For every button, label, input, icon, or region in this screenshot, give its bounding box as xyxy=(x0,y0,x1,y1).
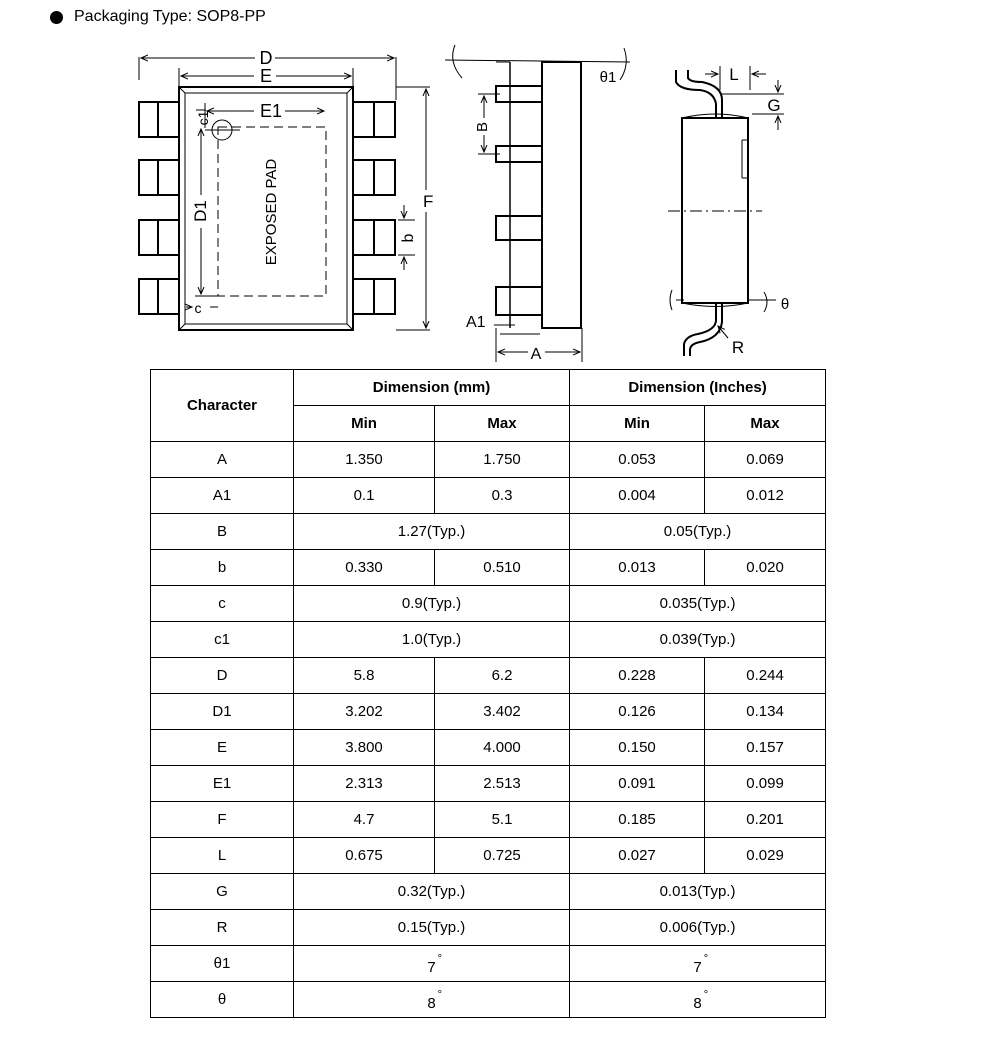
label-B: B xyxy=(474,121,491,133)
table-row xyxy=(151,442,826,478)
in-max: 0.099 xyxy=(705,766,826,802)
label-theta: θ xyxy=(780,296,790,313)
degree-symbol: ° xyxy=(703,989,709,1001)
label-E1: E1 xyxy=(259,101,283,121)
table-row xyxy=(151,730,826,766)
mm-typ: 0.9(Typ.) xyxy=(294,586,570,622)
in-max: 0.029 xyxy=(705,838,826,874)
row-character: θ xyxy=(151,982,294,1018)
row-character: L xyxy=(151,838,294,874)
row-character: b xyxy=(151,550,294,586)
row-character: c1 xyxy=(151,622,294,658)
in-min: 0.053 xyxy=(570,442,705,478)
mm-max: 0.725 xyxy=(435,838,570,874)
mm-min: 5.8 xyxy=(294,658,435,694)
in-min: 0.150 xyxy=(570,730,705,766)
package-drawing xyxy=(0,0,991,365)
angle-value: 8 xyxy=(693,995,702,1012)
in-min: 0.004 xyxy=(570,478,705,514)
mm-typ xyxy=(294,982,570,1018)
row-character: E1 xyxy=(151,766,294,802)
table-row xyxy=(151,586,826,622)
in-typ: 0.035(Typ.) xyxy=(570,586,826,622)
in-typ: 0.039(Typ.) xyxy=(570,622,826,658)
mm-min: 0.1 xyxy=(294,478,435,514)
label-b: b xyxy=(400,233,417,243)
label-A1: A1 xyxy=(466,314,486,331)
angle-value: 7 xyxy=(693,959,702,976)
mm-min: 3.202 xyxy=(294,694,435,730)
table-row xyxy=(151,478,826,514)
in-min: 0.185 xyxy=(570,802,705,838)
row-character: R xyxy=(151,910,294,946)
label-c1: c1 xyxy=(195,110,211,126)
in-min: 0.013 xyxy=(570,550,705,586)
label-exposed-pad: EXPOSED PAD xyxy=(263,158,280,266)
in-typ xyxy=(570,982,826,1018)
table-row xyxy=(151,874,826,910)
degree-symbol: ° xyxy=(703,953,709,965)
row-character: E xyxy=(151,730,294,766)
table-row xyxy=(151,766,826,802)
in-max: 0.244 xyxy=(705,658,826,694)
label-F: F xyxy=(423,192,434,211)
row-character: G xyxy=(151,874,294,910)
angle-value: 7 xyxy=(427,959,436,976)
mm-max: 6.2 xyxy=(435,658,570,694)
header-dimension-inches: Dimension (Inches) xyxy=(570,370,826,406)
mm-max: 2.513 xyxy=(435,766,570,802)
degree-symbol: ° xyxy=(437,989,443,1001)
mm-min: 3.800 xyxy=(294,730,435,766)
mm-min: 0.675 xyxy=(294,838,435,874)
degree-symbol: ° xyxy=(437,953,443,965)
in-min: 0.091 xyxy=(570,766,705,802)
mm-min: 4.7 xyxy=(294,802,435,838)
in-max: 0.134 xyxy=(705,694,826,730)
label-E: E xyxy=(259,66,273,86)
row-character: c xyxy=(151,586,294,622)
mm-max: 1.750 xyxy=(435,442,570,478)
in-max: 0.069 xyxy=(705,442,826,478)
table-row xyxy=(151,910,826,946)
in-max: 0.020 xyxy=(705,550,826,586)
row-character: F xyxy=(151,802,294,838)
table-row xyxy=(151,658,826,694)
in-min: 0.027 xyxy=(570,838,705,874)
table-row xyxy=(151,802,826,838)
mm-min: 0.330 xyxy=(294,550,435,586)
row-character: B xyxy=(151,514,294,550)
mm-max: 5.1 xyxy=(435,802,570,838)
table-row xyxy=(151,622,826,658)
in-max: 0.157 xyxy=(705,730,826,766)
table-row xyxy=(151,838,826,874)
header-mm-max: Max xyxy=(435,406,570,442)
in-typ: 0.006(Typ.) xyxy=(570,910,826,946)
header-character: Character xyxy=(151,370,294,442)
table-row xyxy=(151,982,826,1018)
label-A: A xyxy=(530,346,542,363)
header-dimension-mm: Dimension (mm) xyxy=(294,370,570,406)
angle-value: 8 xyxy=(427,995,436,1012)
header-in-max: Max xyxy=(705,406,826,442)
table-header-row xyxy=(151,370,826,406)
mm-min: 2.313 xyxy=(294,766,435,802)
mm-typ: 0.15(Typ.) xyxy=(294,910,570,946)
row-character: θ1 xyxy=(151,946,294,982)
in-typ: 0.013(Typ.) xyxy=(570,874,826,910)
in-min: 0.126 xyxy=(570,694,705,730)
mm-max: 0.3 xyxy=(435,478,570,514)
row-character: D xyxy=(151,658,294,694)
table-row xyxy=(151,550,826,586)
row-character: D1 xyxy=(151,694,294,730)
row-character: A xyxy=(151,442,294,478)
dimension-table xyxy=(150,369,826,1018)
row-character: A1 xyxy=(151,478,294,514)
heading-text: Packaging Type: SOP8-PP xyxy=(74,8,266,25)
mm-typ: 0.32(Typ.) xyxy=(294,874,570,910)
label-c: c xyxy=(194,300,202,316)
mm-typ: 1.27(Typ.) xyxy=(294,514,570,550)
table-row xyxy=(151,514,826,550)
label-G: G xyxy=(767,96,781,115)
label-D: D xyxy=(259,48,273,68)
table-row xyxy=(151,946,826,982)
header-in-min: Min xyxy=(570,406,705,442)
mm-max: 3.402 xyxy=(435,694,570,730)
mm-max: 0.510 xyxy=(435,550,570,586)
in-max: 0.012 xyxy=(705,478,826,514)
mm-typ: 1.0(Typ.) xyxy=(294,622,570,658)
in-typ xyxy=(570,946,826,982)
mm-min: 1.350 xyxy=(294,442,435,478)
label-theta1: θ1 xyxy=(599,69,617,86)
in-typ: 0.05(Typ.) xyxy=(570,514,826,550)
mm-max: 4.000 xyxy=(435,730,570,766)
mm-typ xyxy=(294,946,570,982)
in-max: 0.201 xyxy=(705,802,826,838)
header-mm-min: Min xyxy=(294,406,435,442)
in-min: 0.228 xyxy=(570,658,705,694)
label-D1: D1 xyxy=(191,200,210,222)
label-R: R xyxy=(731,338,745,357)
label-L: L xyxy=(729,65,739,84)
table-row xyxy=(151,694,826,730)
